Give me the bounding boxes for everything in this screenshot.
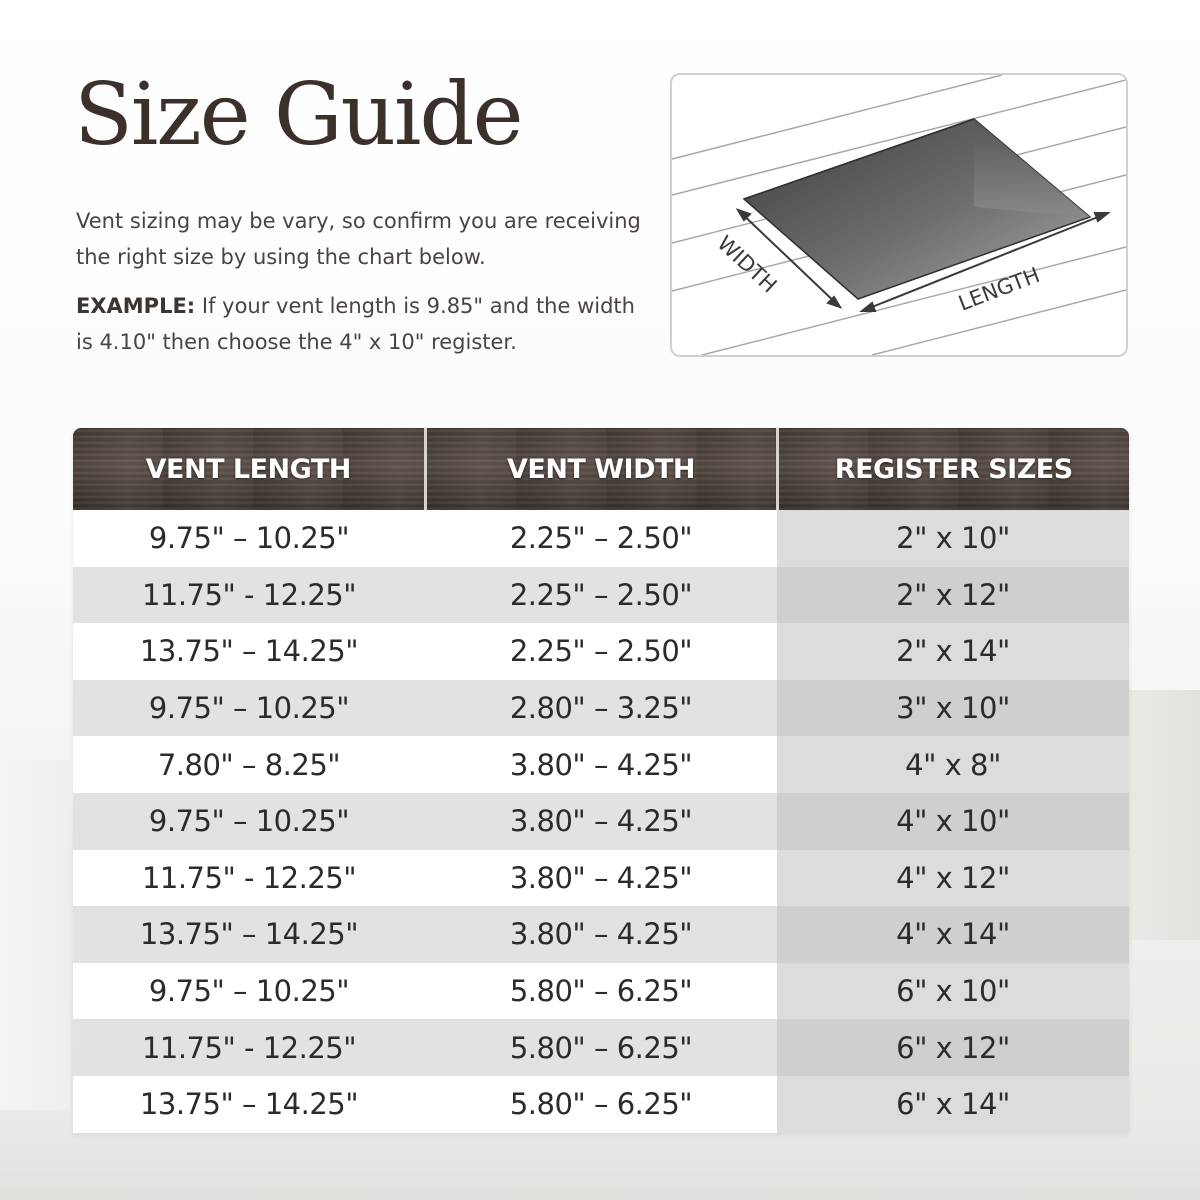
cell-vent-width: 2.80" – 3.25" — [425, 680, 777, 737]
table-row — [73, 1076, 1129, 1133]
length-label: LENGTH — [955, 262, 1043, 316]
cell-vent-width: 2.25" – 2.50" — [425, 510, 777, 567]
table-row — [73, 567, 1129, 624]
table-row — [73, 680, 1129, 737]
cell-vent-length: 13.75" – 14.25" — [73, 1076, 425, 1133]
cell-register-size: 4" x 12" — [777, 850, 1129, 907]
header-register-sizes: REGISTER SIZES — [777, 428, 1129, 510]
cell-vent-width: 3.80" – 4.25" — [425, 736, 777, 793]
size-table — [73, 428, 1129, 1133]
intro-text: Vent sizing may be vary, so confirm you are receiving the right size by using the chart below. — [76, 209, 641, 269]
cell-vent-length: 9.75" – 10.25" — [73, 510, 425, 567]
table-row — [73, 963, 1129, 1020]
table-row — [73, 906, 1129, 963]
cell-vent-width: 3.80" – 4.25" — [425, 906, 777, 963]
cell-vent-length: 11.75" - 12.25" — [73, 1019, 425, 1076]
cell-vent-width: 3.80" – 4.25" — [425, 793, 777, 850]
cell-register-size: 2" x 12" — [777, 567, 1129, 624]
vent-diagram-illustration — [672, 75, 1126, 355]
example-text — [76, 288, 656, 360]
cell-vent-length: 11.75" - 12.25" — [73, 850, 425, 907]
background-step — [0, 760, 70, 1140]
example-label: EXAMPLE: — [76, 294, 196, 318]
cell-register-size: 2" x 14" — [777, 623, 1129, 680]
cell-register-size: 6" x 14" — [777, 1076, 1129, 1133]
table-row — [73, 793, 1129, 850]
cell-register-size: 6" x 10" — [777, 963, 1129, 1020]
example-body: If your vent length is 9.85" and the width is 4.10" then choose the 4" x 10" register. — [76, 294, 635, 354]
cell-vent-length: 9.75" – 10.25" — [73, 680, 425, 737]
table-row — [73, 510, 1129, 567]
table-row — [73, 1019, 1129, 1076]
cell-vent-width: 5.80" – 6.25" — [425, 1019, 777, 1076]
page-title: Size Guide — [74, 65, 522, 165]
header-vent-width: VENT WIDTH — [425, 428, 777, 510]
table-row — [73, 623, 1129, 680]
table-header-row — [73, 428, 1129, 510]
table-row — [73, 736, 1129, 793]
cell-vent-width: 2.25" – 2.50" — [425, 567, 777, 624]
cell-vent-width: 5.80" – 6.25" — [425, 1076, 777, 1133]
table-row — [73, 850, 1129, 907]
cell-vent-length: 13.75" – 14.25" — [73, 906, 425, 963]
vent-diagram — [670, 73, 1128, 357]
cell-register-size: 6" x 12" — [777, 1019, 1129, 1076]
cell-vent-width: 5.80" – 6.25" — [425, 963, 777, 1020]
cell-vent-length: 9.75" – 10.25" — [73, 793, 425, 850]
cell-vent-length: 11.75" - 12.25" — [73, 567, 425, 624]
cell-register-size: 4" x 8" — [777, 736, 1129, 793]
cell-vent-width: 2.25" – 2.50" — [425, 623, 777, 680]
background-cabinet — [1120, 690, 1200, 940]
cell-vent-length: 13.75" – 14.25" — [73, 623, 425, 680]
cell-vent-length: 7.80" – 8.25" — [73, 736, 425, 793]
cell-register-size: 2" x 10" — [777, 510, 1129, 567]
cell-register-size: 4" x 14" — [777, 906, 1129, 963]
cell-register-size: 4" x 10" — [777, 793, 1129, 850]
header-vent-length: VENT LENGTH — [73, 428, 425, 510]
size-chart — [73, 428, 1129, 1133]
cell-register-size: 3" x 10" — [777, 680, 1129, 737]
width-label: WIDTH — [712, 231, 782, 298]
cell-vent-length: 9.75" – 10.25" — [73, 963, 425, 1020]
cell-vent-width: 3.80" – 4.25" — [425, 850, 777, 907]
